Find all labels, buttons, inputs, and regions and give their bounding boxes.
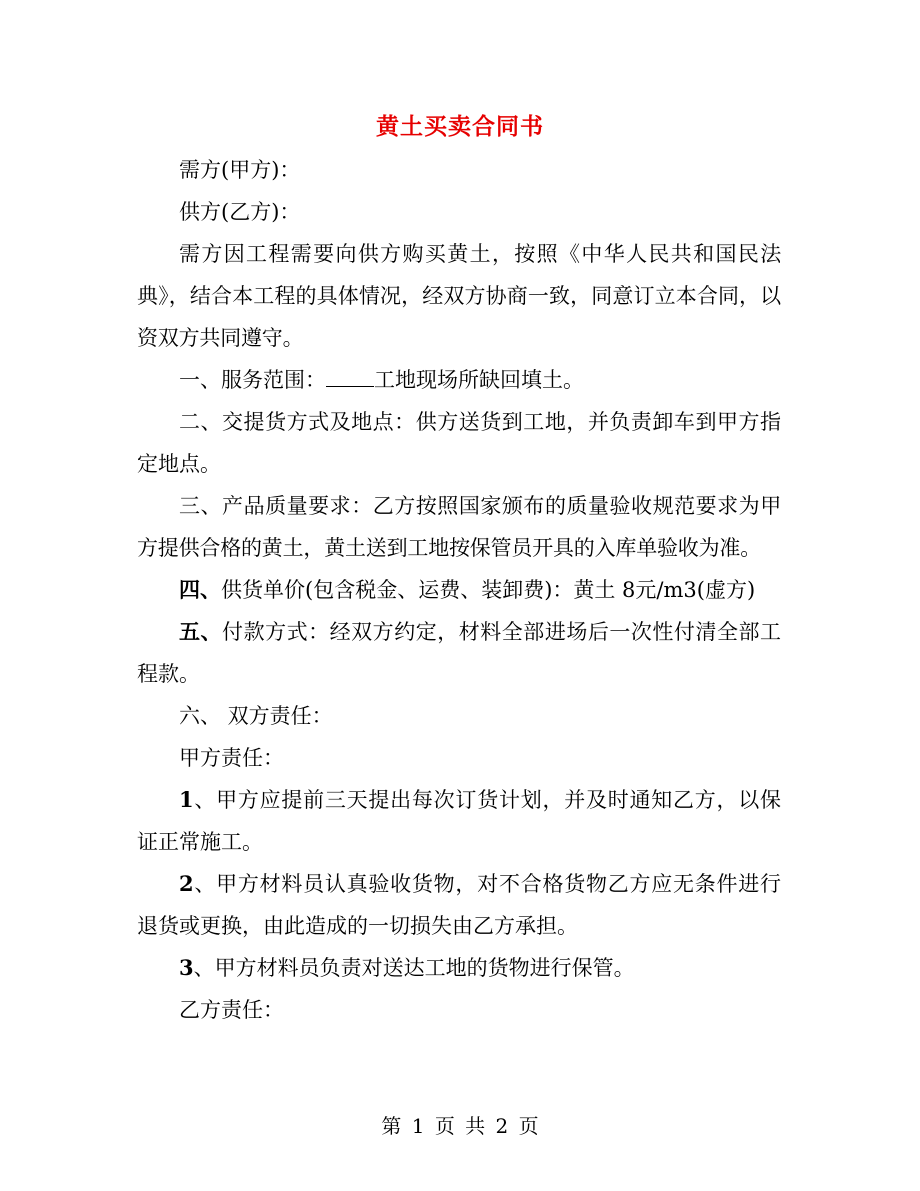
seller-line: 供方(乙方)： [179, 200, 301, 224]
clause-5-heading: 五、 [179, 619, 223, 644]
party-a-item-1 [137, 779, 781, 863]
party-b-label: 乙方责任： [179, 998, 284, 1022]
clause-5-text: 付款方式：经双方约定，材料全部进场后一次性付清全部工程款。 [137, 620, 782, 686]
party-a-item-1-text: 、甲方应提前三天提出每次订货计划，并及时通知乙方，以保证正常施工。 [137, 788, 781, 854]
party-a-item-1-number: 1 [179, 787, 194, 812]
clause-2-heading: 二、交提货方式及地点： [179, 410, 416, 434]
clause-2 [137, 401, 781, 485]
clause-6 [137, 695, 781, 737]
party-a-item-2 [137, 863, 781, 947]
document-title: 黄土买卖合同书 [376, 113, 544, 140]
clause-6-text: 双方责任： [221, 704, 333, 728]
clause-1-heading: 一、服务范围： [179, 368, 326, 392]
clause-3 [137, 485, 781, 569]
clause-1 [137, 359, 781, 401]
clause-6-heading: 六、 [179, 704, 221, 728]
clause-4 [137, 569, 781, 611]
clause-3-text: 乙方按照国家颁布的质量验收规范要求为甲方提供合格的黄土，黄土送到工地按保管员开具的入库单验收为准。 [137, 494, 781, 560]
intro-paragraph: 需方因工程需要向供方购买黄土，按照《中华人民共和国民法典》，结合本工程的具体情况，经双方协商一致，同意订立本合同，以资双方共同遵守。 [137, 242, 781, 350]
clause-4-heading: 四、 [179, 577, 221, 602]
party-a-item-3-number: 3 [179, 955, 194, 980]
clause-1-text: 工地现场所缺回填土。 [374, 368, 584, 392]
party-a-item-2-text: 、甲方材料员认真验收货物，对不合格货物乙方应无条件进行退货或更换，由此造成的一切损失由乙方承担。 [137, 872, 781, 938]
document-body [137, 149, 781, 1031]
fill-in-blank [326, 368, 374, 387]
buyer-line: 需方(甲方)： [179, 158, 301, 182]
party-a-item-3 [137, 947, 781, 989]
clause-5 [137, 611, 781, 695]
clause-3-heading: 三、产品质量要求： [179, 494, 373, 518]
party-a-item-2-number: 2 [179, 871, 194, 896]
party-a-item-3-text: 、甲方材料员负责对送达工地的货物进行保管。 [193, 956, 635, 980]
clause-2-text: 供方送货到工地，并负责卸车到甲方指定地点。 [137, 410, 781, 476]
page-number-footer: 第 1 页 共 2 页 [381, 1114, 539, 1138]
party-a-label: 甲方责任： [179, 746, 284, 770]
clause-4-text: 供货单价(包含税金、运费、装卸费)：黄土 8元/m3(虚方) [221, 578, 756, 602]
